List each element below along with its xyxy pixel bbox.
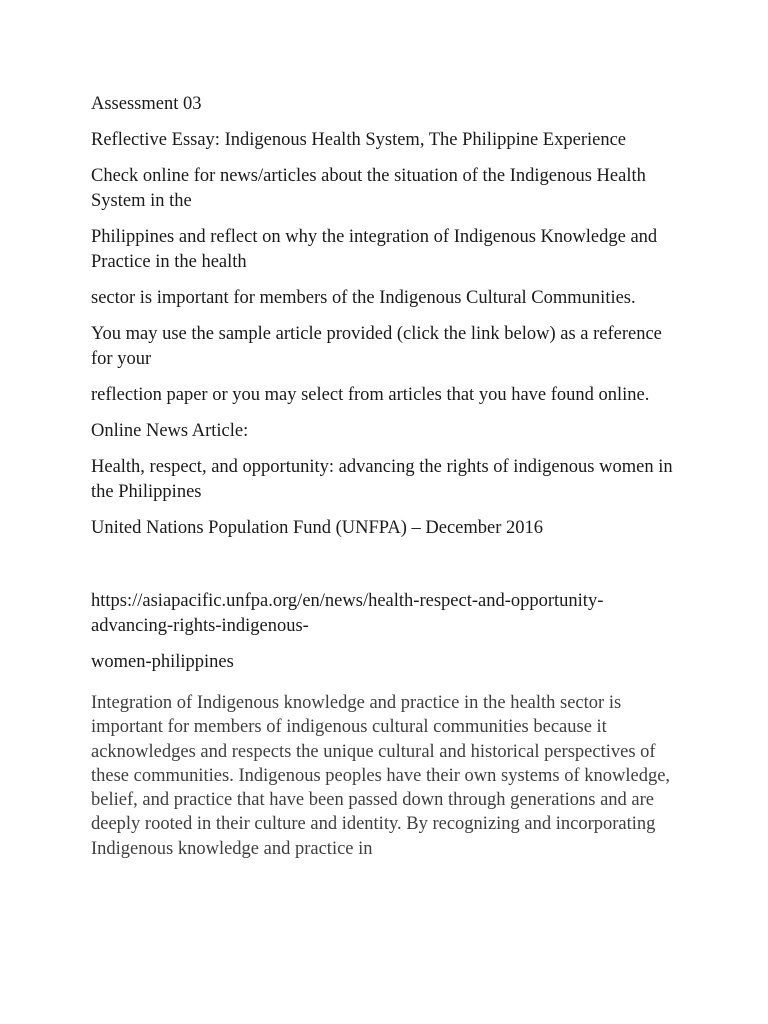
instruction-paragraph: You may use the sample article provided (click the link below) as a reference for your (91, 324, 662, 369)
article-url: https://asiapacific.unfpa.org/en/news/health-respect-and-opportunity-advancing-rights-indigenous- (91, 591, 604, 636)
assessment-title: Assessment 03 (91, 94, 202, 114)
spacer (91, 552, 681, 589)
article-url-continued: women-philippines (91, 652, 234, 672)
instruction-paragraph: Philippines and reflect on why the integration of Indigenous Knowledge and Practice in the health (91, 227, 658, 272)
article-title: Health, respect, and opportunity: advancing the rights of indigenous women in the Philippines (91, 457, 673, 502)
instruction-paragraph: Check online for news/articles about the situation of the Indigenous Health System in the (91, 166, 646, 211)
article-source: United Nations Population Fund (UNFPA) – December 2016 (91, 518, 544, 538)
instruction-paragraph: reflection paper or you may select from articles that you have found online. (91, 385, 650, 405)
instruction-paragraph: sector is important for members of the Indigenous Cultural Communities. (91, 288, 636, 308)
article-heading: Online News Article: (91, 421, 249, 441)
essay-body: Integration of Indigenous knowledge and practice in the health sector is important for members of indigenous cultural communities because it acknowledges and respects the unique cultural and historical perspectives of these communities. Indigenous peoples have their own systems of knowledge, belief, and practice that have been passed down through generations and are deeply rooted in their culture and identity. By recognizing and incorporating Indigenous knowledge and practice in (91, 693, 671, 859)
document-content (91, 92, 681, 872)
essay-title: Reflective Essay: Indigenous Health System, The Philippine Experience (91, 130, 627, 150)
